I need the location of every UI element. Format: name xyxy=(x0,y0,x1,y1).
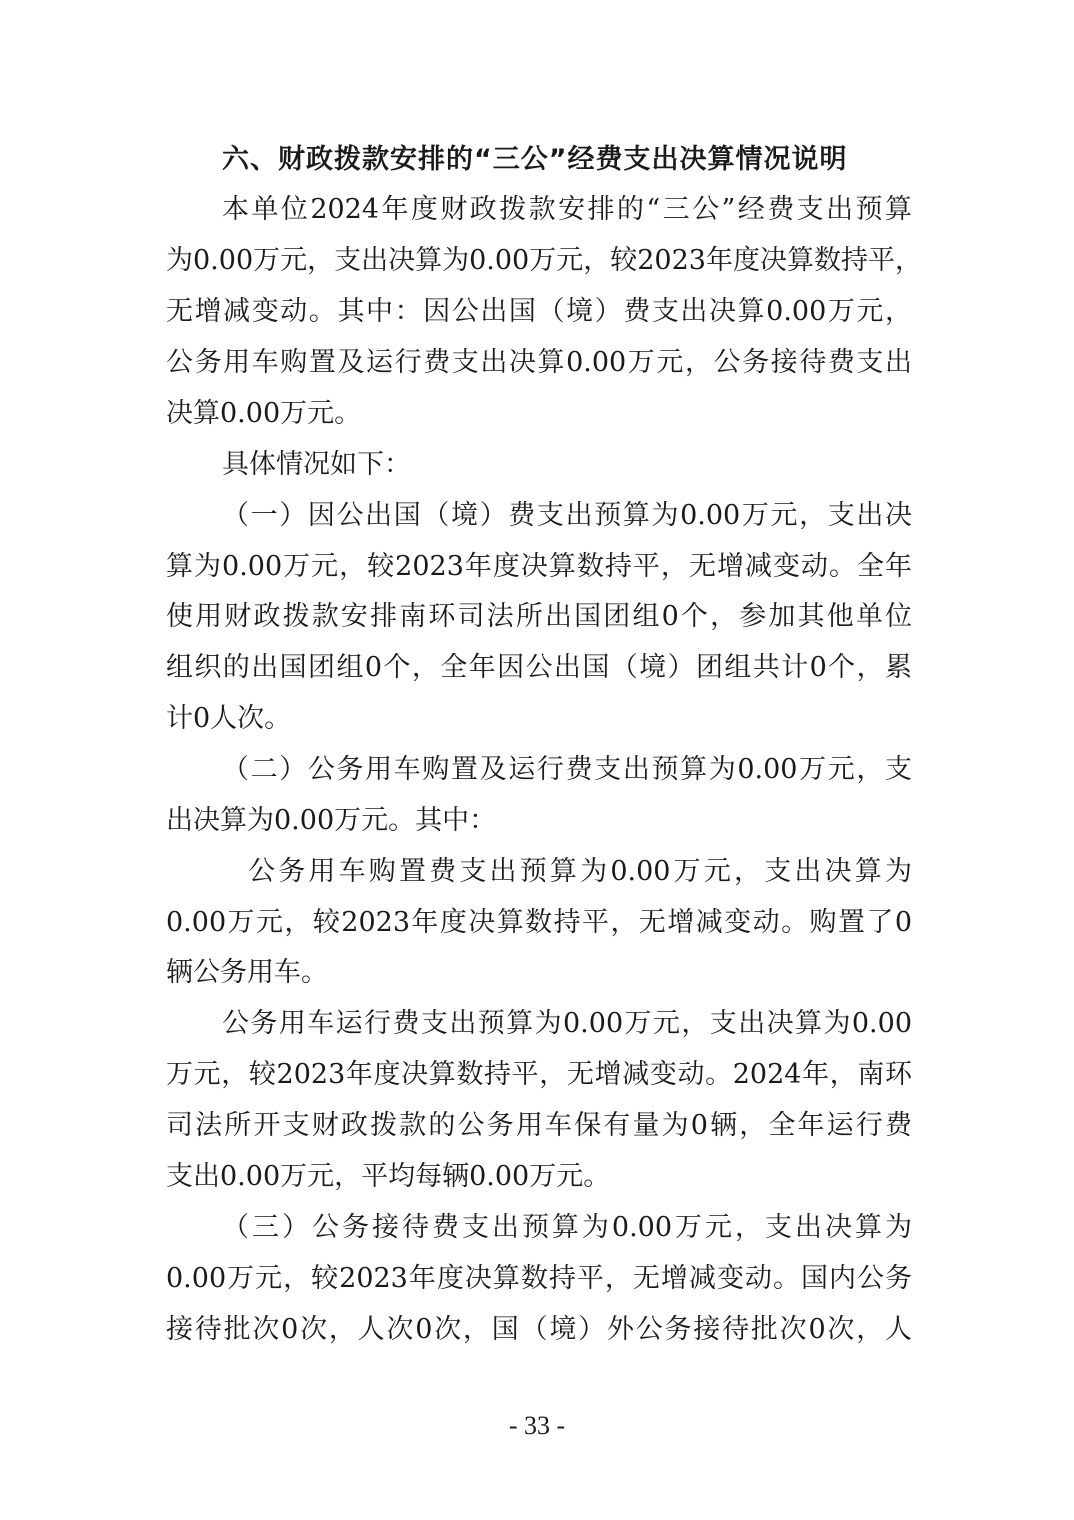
text-line: 接待批次0次，人次0次，国（境）外公务接待批次0次，人 xyxy=(166,1314,912,1345)
text-line: 算为0.00万元，较2023年度决算数持平，无增减变动。全年 xyxy=(166,551,912,582)
text-line: 使用财政拨款安排南环司法所出国团组0个，参加其他单位 xyxy=(166,601,912,632)
text-line: 为0.00万元，支出决算为0.00万元，较2023年度决算数持平， xyxy=(166,245,922,276)
text-line: 具体情况如下： xyxy=(222,449,411,480)
text-line: 决算0.00万元。 xyxy=(166,398,362,429)
text-line: 计0人次。 xyxy=(166,703,292,734)
text-line: 辆公务用车。 xyxy=(166,957,328,988)
text-line: 组织的出国团组0个，全年因公出国（境）团组共计0个，累 xyxy=(166,652,912,683)
text-line: 0.00万元，较2023年度决算数持平，无增减变动。国内公务 xyxy=(166,1263,912,1294)
text-line: 本单位2024年度财政拨款安排的“三公”经费支出预算 xyxy=(222,194,912,225)
text-line: 无增减变动。其中：因公出国（境）费支出决算0.00万元， xyxy=(166,296,912,327)
text-line: 0.00万元，较2023年度决算数持平，无增减变动。购置了0 xyxy=(166,907,912,938)
section-heading: 六、财政拨款安排的“三公”经费支出决算情况说明 xyxy=(222,144,848,175)
text-line: 出决算为0.00万元。其中： xyxy=(166,805,497,836)
page-number: - 33 - xyxy=(508,1411,566,1440)
text-line: 公务用车购置费支出预算为0.00万元，支出决算为 xyxy=(248,856,912,887)
text-line: （二）公务用车购置及运行费支出预算为0.00万元，支 xyxy=(222,754,912,785)
text-line: 公务用车运行费支出预算为0.00万元，支出决算为0.00 xyxy=(222,1008,912,1039)
text-line: 支出0.00万元，平均每辆0.00万元。 xyxy=(166,1161,611,1192)
text-line: （三）公务接待费支出预算为0.00万元，支出决算为 xyxy=(222,1212,912,1243)
text-line: 公务用车购置及运行费支出决算0.00万元，公务接待费支出 xyxy=(166,347,912,378)
text-line: 万元，较2023年度决算数持平，无增减变动。2024年，南环 xyxy=(166,1059,912,1090)
text-line: （一）因公出国（境）费支出预算为0.00万元，支出决 xyxy=(222,500,912,531)
text-line: 司法所开支财政拨款的公务用车保有量为0辆，全年运行费 xyxy=(166,1110,912,1141)
